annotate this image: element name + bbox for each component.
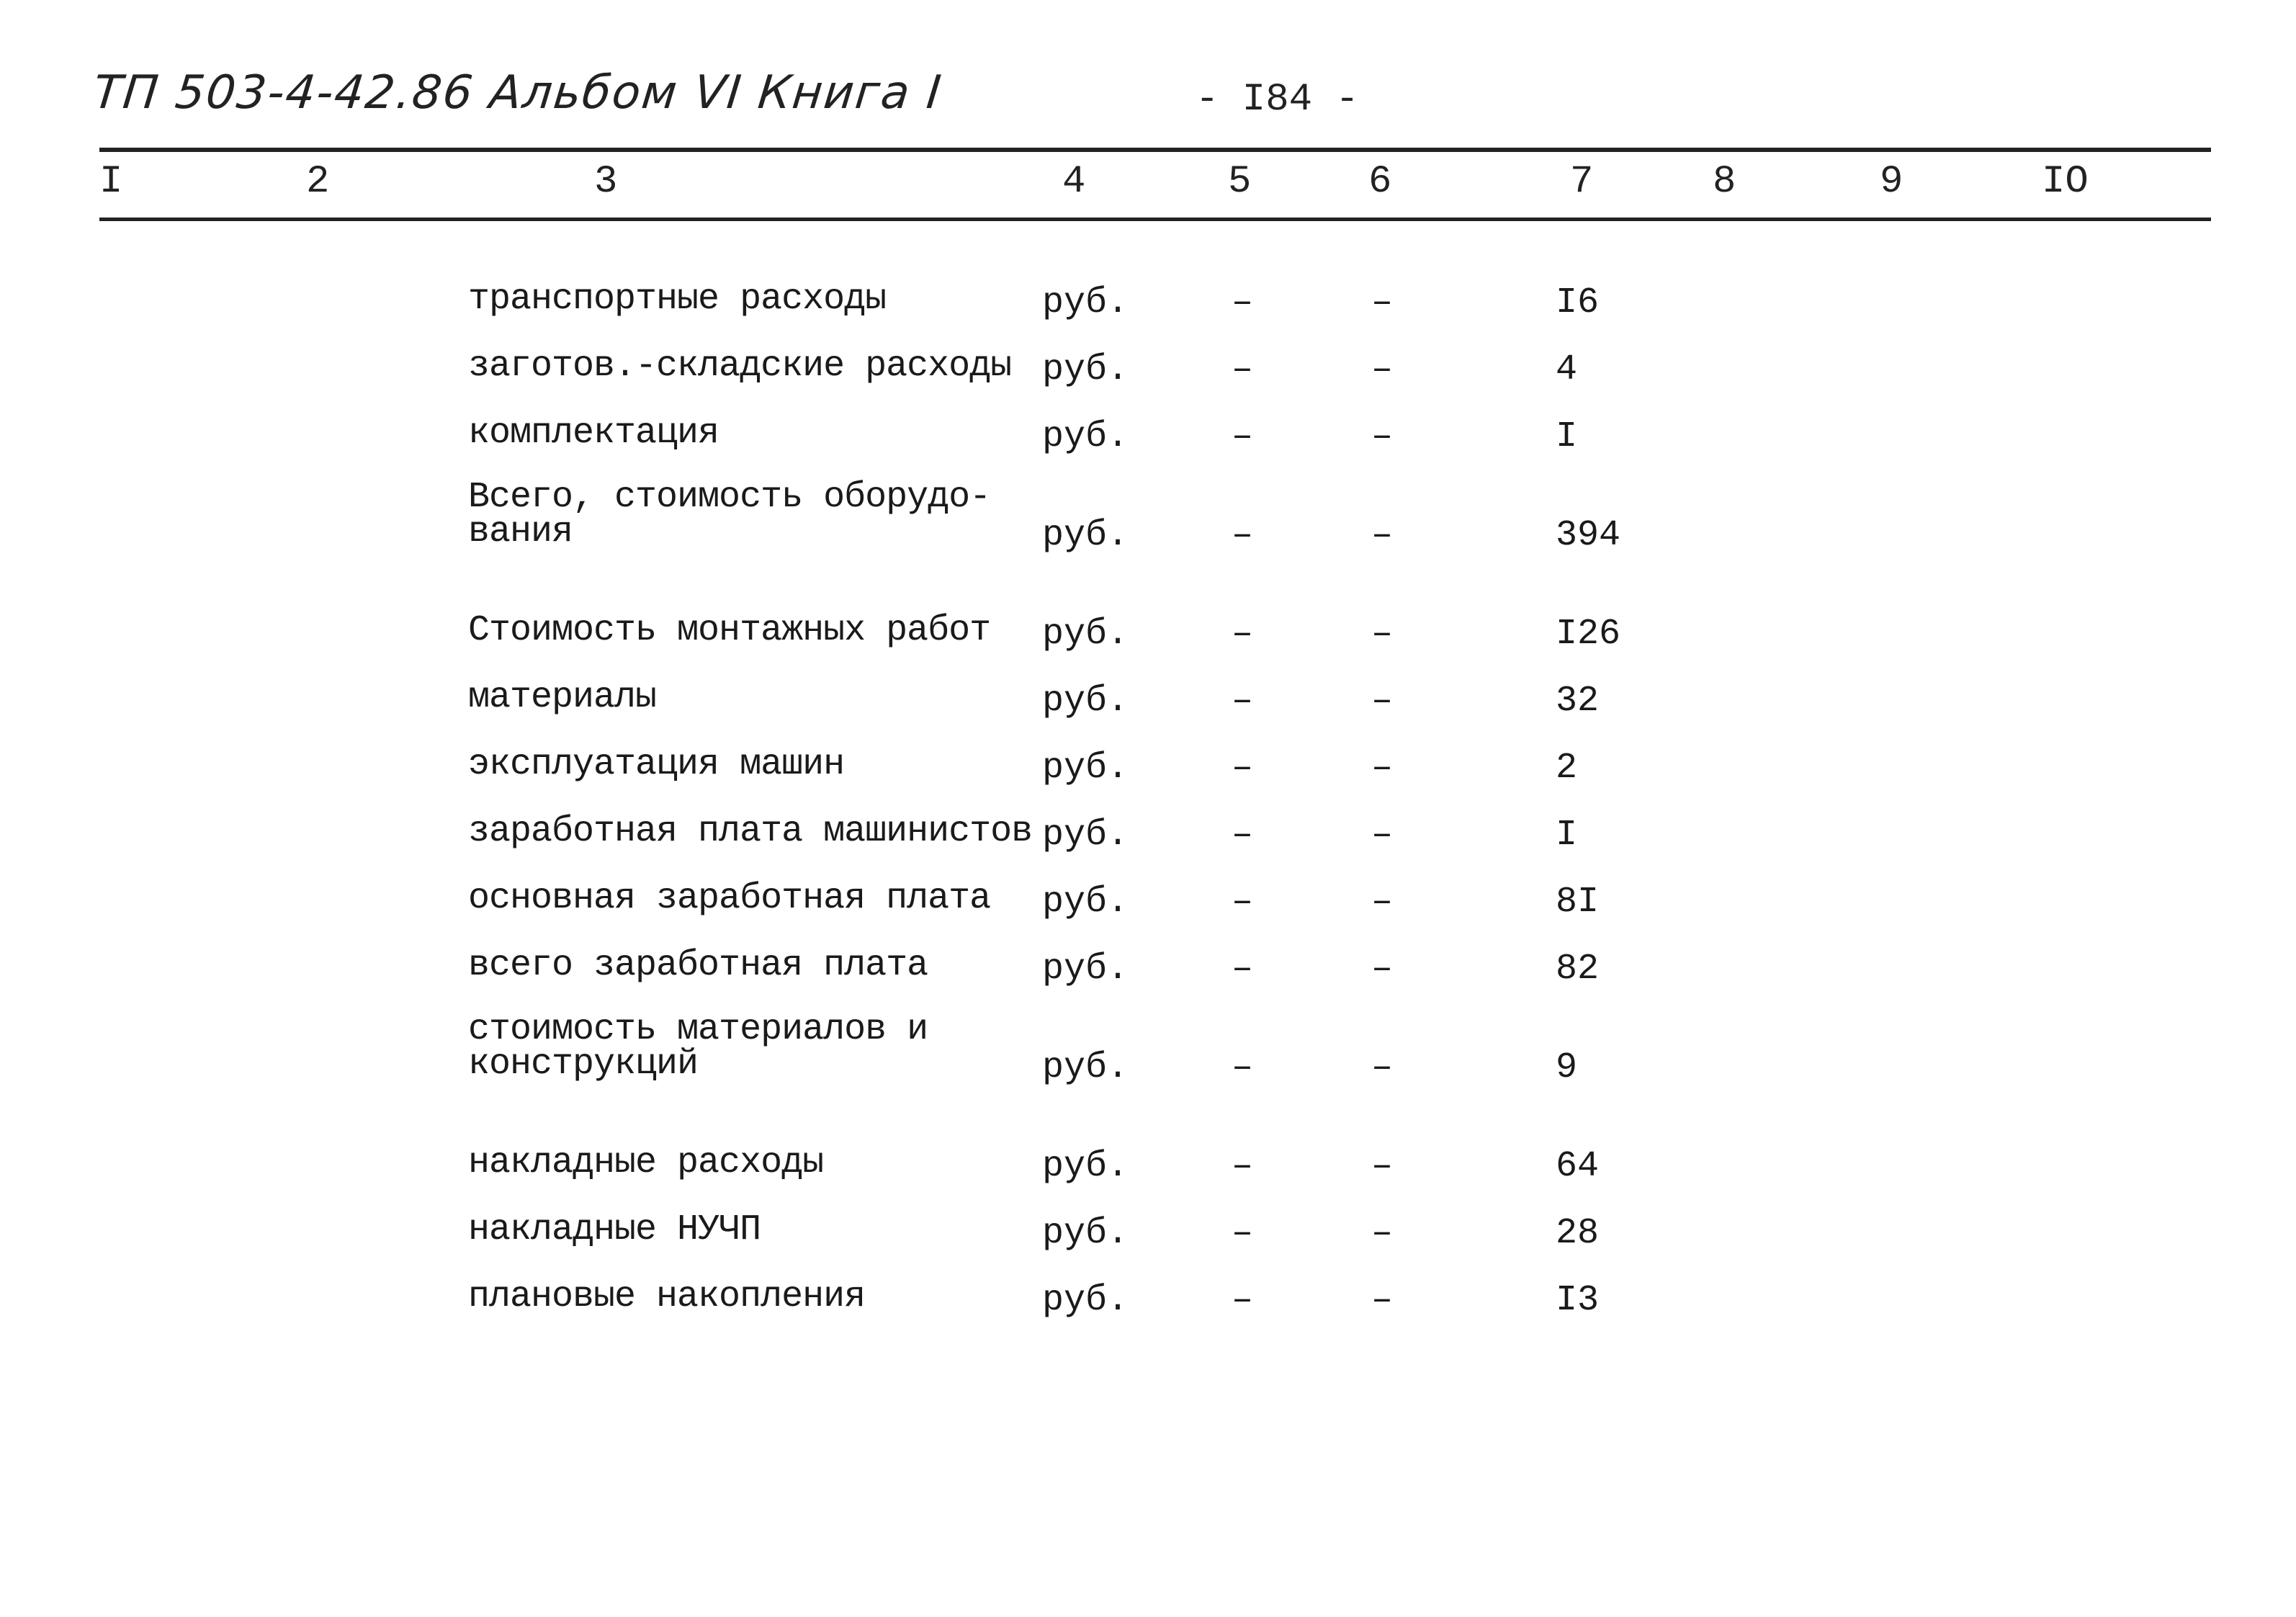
row-unit: руб. <box>1042 349 1129 390</box>
row-col5-dash: – <box>1232 815 1254 856</box>
column-number: 9 <box>1880 160 1903 204</box>
row-value: 28 <box>1556 1213 1600 1254</box>
column-number: 5 <box>1228 160 1252 204</box>
row-unit: руб. <box>1042 1047 1129 1088</box>
row-value: 32 <box>1556 681 1600 722</box>
row-col5-dash: – <box>1232 515 1254 556</box>
row-col5-dash: – <box>1232 282 1254 323</box>
document-code: ТП 503-4-42.86 Альбом VI Книга I <box>91 66 945 120</box>
row-description <box>468 811 1033 852</box>
row-col6-dash: – <box>1371 515 1394 556</box>
row-description-line: стоимость материалов и <box>468 1009 928 1050</box>
row-unit: руб. <box>1042 614 1129 655</box>
row-col6-dash: – <box>1371 1146 1394 1187</box>
column-number: 2 <box>306 160 330 204</box>
row-description-line: конструкций <box>468 1044 699 1085</box>
row-description-line: накладные НУЧП <box>468 1209 761 1250</box>
row-col5-dash: – <box>1232 349 1254 390</box>
row-description <box>468 346 1012 387</box>
row-description <box>468 413 719 454</box>
row-unit: руб. <box>1042 1146 1129 1187</box>
row-col6-dash: – <box>1371 748 1394 789</box>
row-value: I26 <box>1556 614 1621 655</box>
row-description <box>468 279 887 320</box>
column-number: 6 <box>1368 160 1392 204</box>
row-col5-dash: – <box>1232 748 1254 789</box>
row-description-line: Стоимость монтажных работ <box>468 610 991 651</box>
row-col5-dash: – <box>1232 949 1254 990</box>
column-number: 3 <box>594 160 618 204</box>
row-unit: руб. <box>1042 815 1129 856</box>
row-col5-dash: – <box>1232 416 1254 457</box>
row-value: 64 <box>1556 1146 1600 1187</box>
row-col6-dash: – <box>1371 1280 1394 1321</box>
row-value: 394 <box>1556 515 1621 556</box>
column-number: 8 <box>1713 160 1736 204</box>
row-unit: руб. <box>1042 949 1129 990</box>
row-unit: руб. <box>1042 681 1129 722</box>
row-description-line: заработная плата машинистов <box>468 811 1033 852</box>
row-description-line: транспортные расходы <box>468 279 887 320</box>
row-unit: руб. <box>1042 882 1129 923</box>
row-value: 82 <box>1556 949 1600 990</box>
row-value: 8I <box>1556 882 1600 923</box>
header-rule-top <box>99 148 2211 152</box>
column-number: I <box>99 160 123 204</box>
row-description-line: накладные расходы <box>468 1142 824 1183</box>
row-col6-dash: – <box>1371 1213 1394 1254</box>
row-description <box>468 878 991 919</box>
column-number: 7 <box>1570 160 1594 204</box>
row-description-line: вания <box>468 511 573 552</box>
row-value: 9 <box>1556 1047 1578 1088</box>
row-value: I <box>1556 815 1578 856</box>
row-unit: руб. <box>1042 1280 1129 1321</box>
row-description <box>468 945 928 986</box>
row-col6-dash: – <box>1371 681 1394 722</box>
row-col5-dash: – <box>1232 882 1254 923</box>
row-col5-dash: – <box>1232 1280 1254 1321</box>
row-description <box>468 677 657 718</box>
row-value: I6 <box>1556 282 1600 323</box>
row-unit: руб. <box>1042 515 1129 556</box>
row-col6-dash: – <box>1371 882 1394 923</box>
row-col6-dash: – <box>1371 282 1394 323</box>
row-description-line: Всего, стоимость оборудо- <box>468 477 991 518</box>
row-value: 2 <box>1556 748 1578 789</box>
row-col6-dash: – <box>1371 949 1394 990</box>
row-col5-dash: – <box>1232 1146 1254 1187</box>
row-description <box>468 610 991 651</box>
page-number: - I84 - <box>1196 78 1359 122</box>
row-description-line: комплектация <box>468 413 719 454</box>
row-col6-dash: – <box>1371 1047 1394 1088</box>
row-description <box>468 1142 824 1183</box>
row-description-line: всего заработная плата <box>468 945 928 986</box>
row-unit: руб. <box>1042 748 1129 789</box>
row-value: I3 <box>1556 1280 1600 1321</box>
row-description <box>468 477 991 552</box>
column-number: IO <box>2042 160 2089 204</box>
row-description <box>468 744 845 785</box>
row-value: I <box>1556 416 1578 457</box>
row-unit: руб. <box>1042 416 1129 457</box>
row-description-line: основная заработная плата <box>468 878 991 919</box>
row-unit: руб. <box>1042 282 1129 323</box>
row-description <box>468 1209 761 1250</box>
header-rule-bottom <box>99 218 2211 221</box>
row-col5-dash: – <box>1232 1047 1254 1088</box>
row-description-line: материалы <box>468 677 657 718</box>
row-value: 4 <box>1556 349 1578 390</box>
row-description <box>468 1276 866 1317</box>
row-col6-dash: – <box>1371 815 1394 856</box>
row-unit: руб. <box>1042 1213 1129 1254</box>
row-col6-dash: – <box>1371 416 1394 457</box>
row-col5-dash: – <box>1232 1213 1254 1254</box>
row-col6-dash: – <box>1371 614 1394 655</box>
row-description-line: эксплуатация машин <box>468 744 845 785</box>
row-col5-dash: – <box>1232 614 1254 655</box>
row-description-line: плановые накопления <box>468 1276 866 1317</box>
column-number: 4 <box>1062 160 1086 204</box>
row-col5-dash: – <box>1232 681 1254 722</box>
row-description <box>468 1009 928 1085</box>
row-description-line: заготов.-складские расходы <box>468 346 1012 387</box>
row-col6-dash: – <box>1371 349 1394 390</box>
